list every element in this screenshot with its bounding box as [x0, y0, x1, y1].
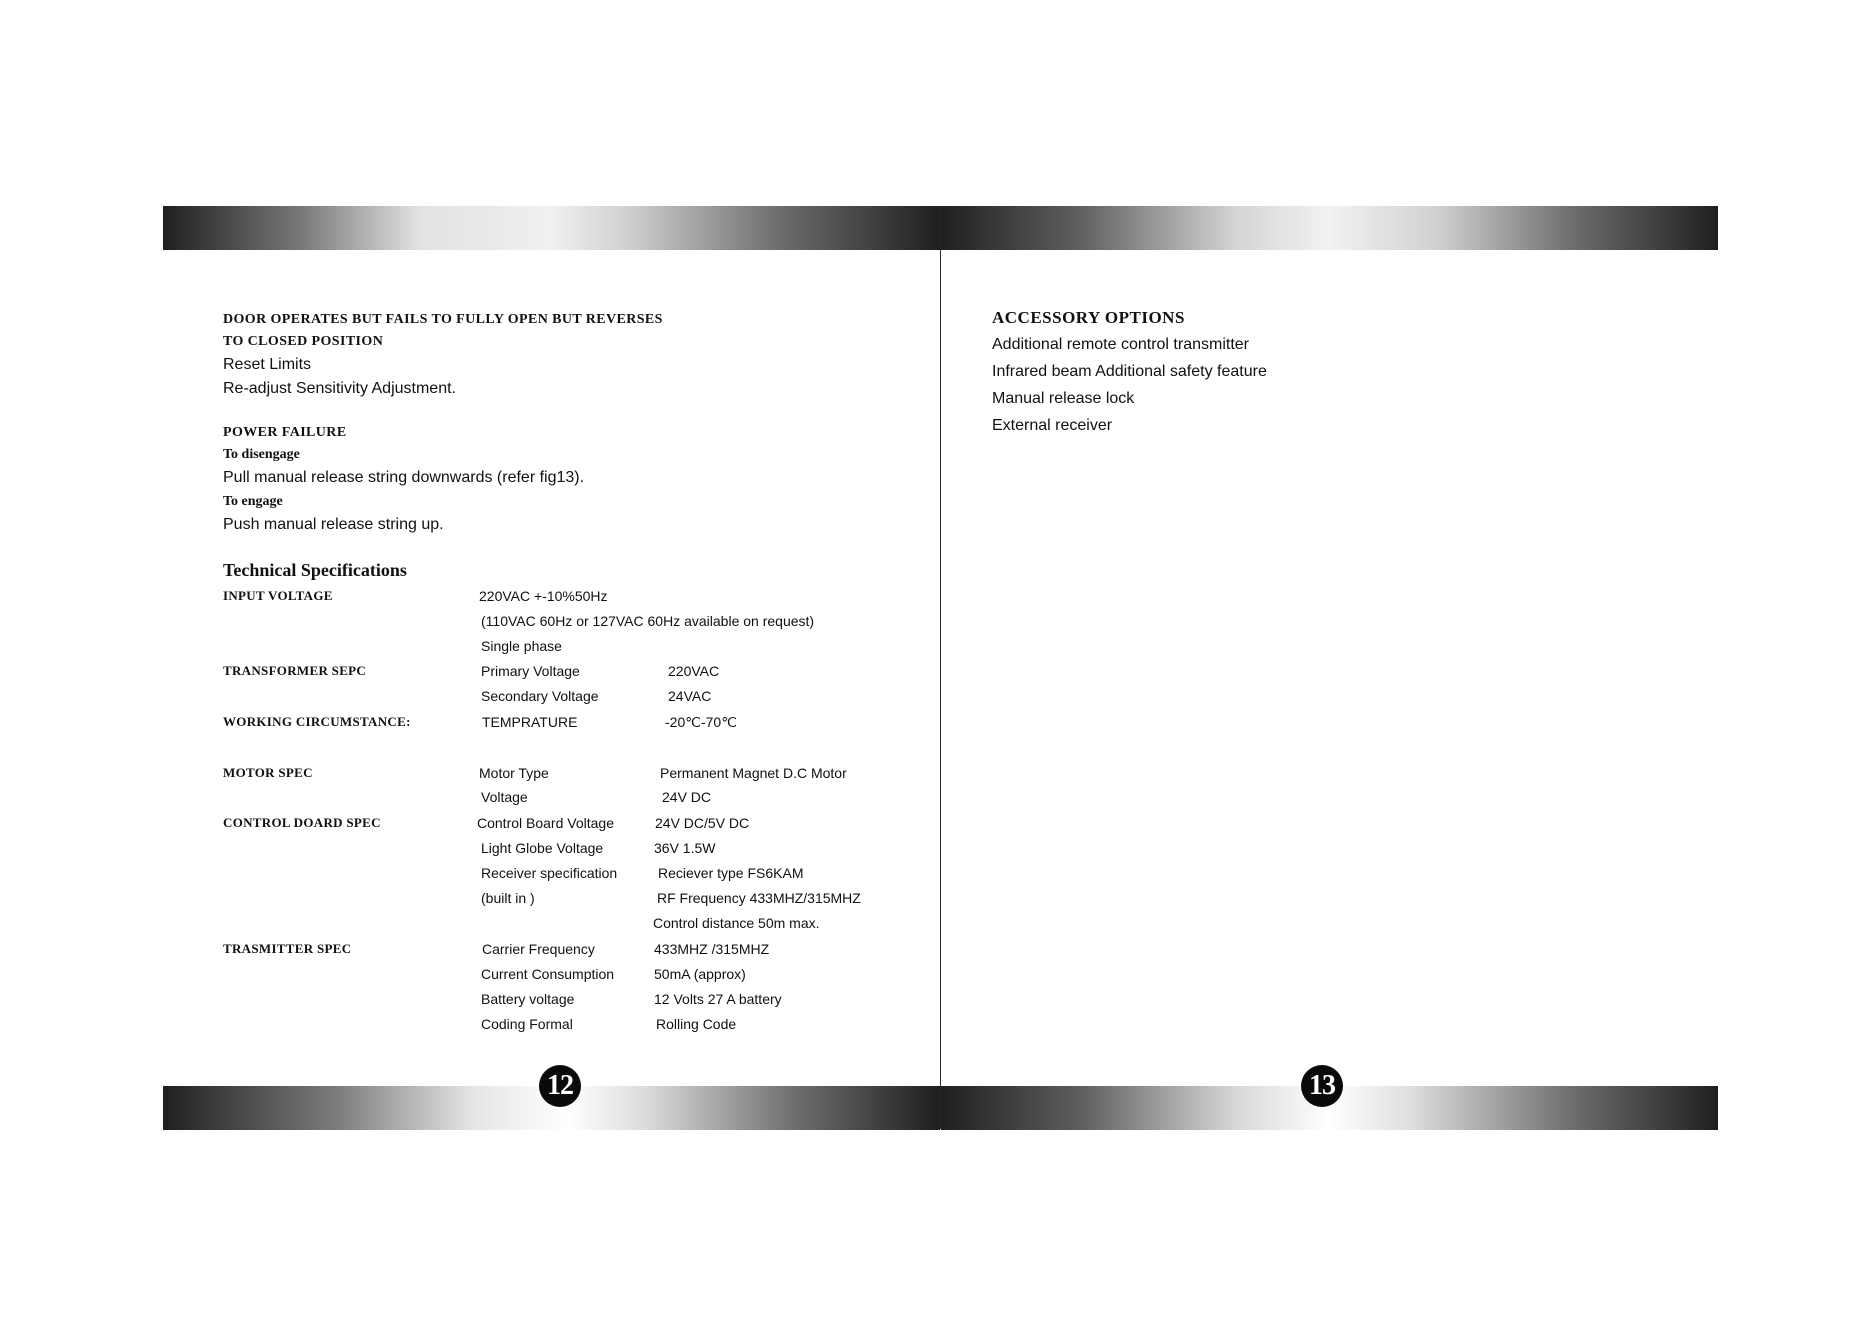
spec-value: Control distance 50m max.	[653, 915, 820, 931]
troubleshoot-step: Re-adjust Sensitivity Adjustment.	[223, 380, 456, 397]
spec-label-control: CONTROL DOARD SPEC	[223, 815, 381, 830]
spec-label-transformer: TRANSFORMER SEPC	[223, 663, 367, 678]
spec-label-transmitter: TRASMITTER SPEC	[223, 941, 352, 956]
disengage-label: To disengage	[223, 447, 300, 462]
accessory-item: Infrared beam Additional safety feature	[992, 363, 1267, 380]
spec-value: 50mA (approx)	[654, 966, 746, 982]
spec-value: 220VAC	[668, 663, 720, 679]
engage-text: Push manual release string up.	[223, 516, 444, 533]
left-page-header-band	[163, 206, 940, 250]
accessory-item: External receiver	[992, 417, 1113, 434]
spec-value: 12 Volts 27 A battery	[654, 991, 782, 1007]
spec-value: Rolling Code	[656, 1016, 737, 1032]
spec-value: 24V DC	[662, 789, 712, 805]
troubleshoot-heading-line2: TO CLOSED POSITION	[223, 334, 384, 349]
spec-value: Single phase	[481, 638, 562, 654]
spec-name: Light Globe Voltage	[481, 840, 604, 856]
spec-name: Battery voltage	[481, 991, 575, 1007]
right-page-header-band	[941, 206, 1718, 250]
troubleshoot-step: Reset Limits	[223, 356, 312, 373]
spec-name: (built in )	[481, 890, 535, 906]
spec-value: 36V 1.5W	[654, 840, 716, 856]
troubleshoot-heading-line1: DOOR OPERATES BUT FAILS TO FULLY OPEN BUT REVERSES	[223, 312, 663, 327]
spec-value: 220VAC +-10%50Hz	[479, 588, 608, 604]
spec-label-input-voltage: INPUT VOLTAGE	[223, 588, 333, 603]
spec-name: Receiver specification	[481, 865, 618, 881]
spec-value: 24V DC/5V DC	[655, 815, 750, 831]
spec-name: Control Board Voltage	[477, 815, 614, 831]
spec-name: Secondary Voltage	[481, 688, 599, 704]
spec-label-motor: MOTOR SPEC	[223, 765, 313, 780]
spec-name: Current Consumption	[481, 966, 615, 982]
spec-value: RF Frequency 433MHZ/315MHZ	[657, 890, 861, 906]
spec-name: Carrier Frequency	[482, 941, 595, 957]
tech-specs-title: Technical Specifications	[223, 560, 407, 580]
power-failure-heading: POWER FAILURE	[223, 425, 347, 440]
spec-name: Motor Type	[479, 765, 549, 781]
spec-name: TEMPRATURE	[482, 714, 578, 730]
spec-label-working: WORKING CIRCUMSTANCE:	[223, 714, 411, 729]
spec-value: -20℃-70℃	[665, 714, 737, 730]
page-number-left: 12	[539, 1065, 581, 1107]
spec-name: Primary Voltage	[481, 663, 580, 679]
disengage-text: Pull manual release string downwards (refer fig13).	[223, 469, 585, 486]
accessory-options-heading: ACCESSORY OPTIONS	[992, 308, 1185, 327]
spec-value: Permanent Magnet D.C Motor	[660, 765, 847, 781]
spec-value: 433MHZ /315MHZ	[654, 941, 770, 957]
spec-value: 24VAC	[668, 688, 712, 704]
spec-value: (110VAC 60Hz or 127VAC 60Hz available on request)	[481, 613, 815, 629]
spec-name: Coding Formal	[481, 1016, 573, 1032]
page-spine-divider	[940, 206, 941, 1129]
manual-spread	[163, 206, 1718, 1129]
engage-label: To engage	[223, 494, 283, 509]
accessory-item: Manual release lock	[992, 390, 1135, 407]
spec-name: Voltage	[481, 789, 528, 805]
page-number-right: 13	[1301, 1065, 1343, 1107]
spec-value: Reciever type FS6KAM	[658, 865, 804, 881]
accessory-item: Additional remote control transmitter	[992, 336, 1249, 353]
